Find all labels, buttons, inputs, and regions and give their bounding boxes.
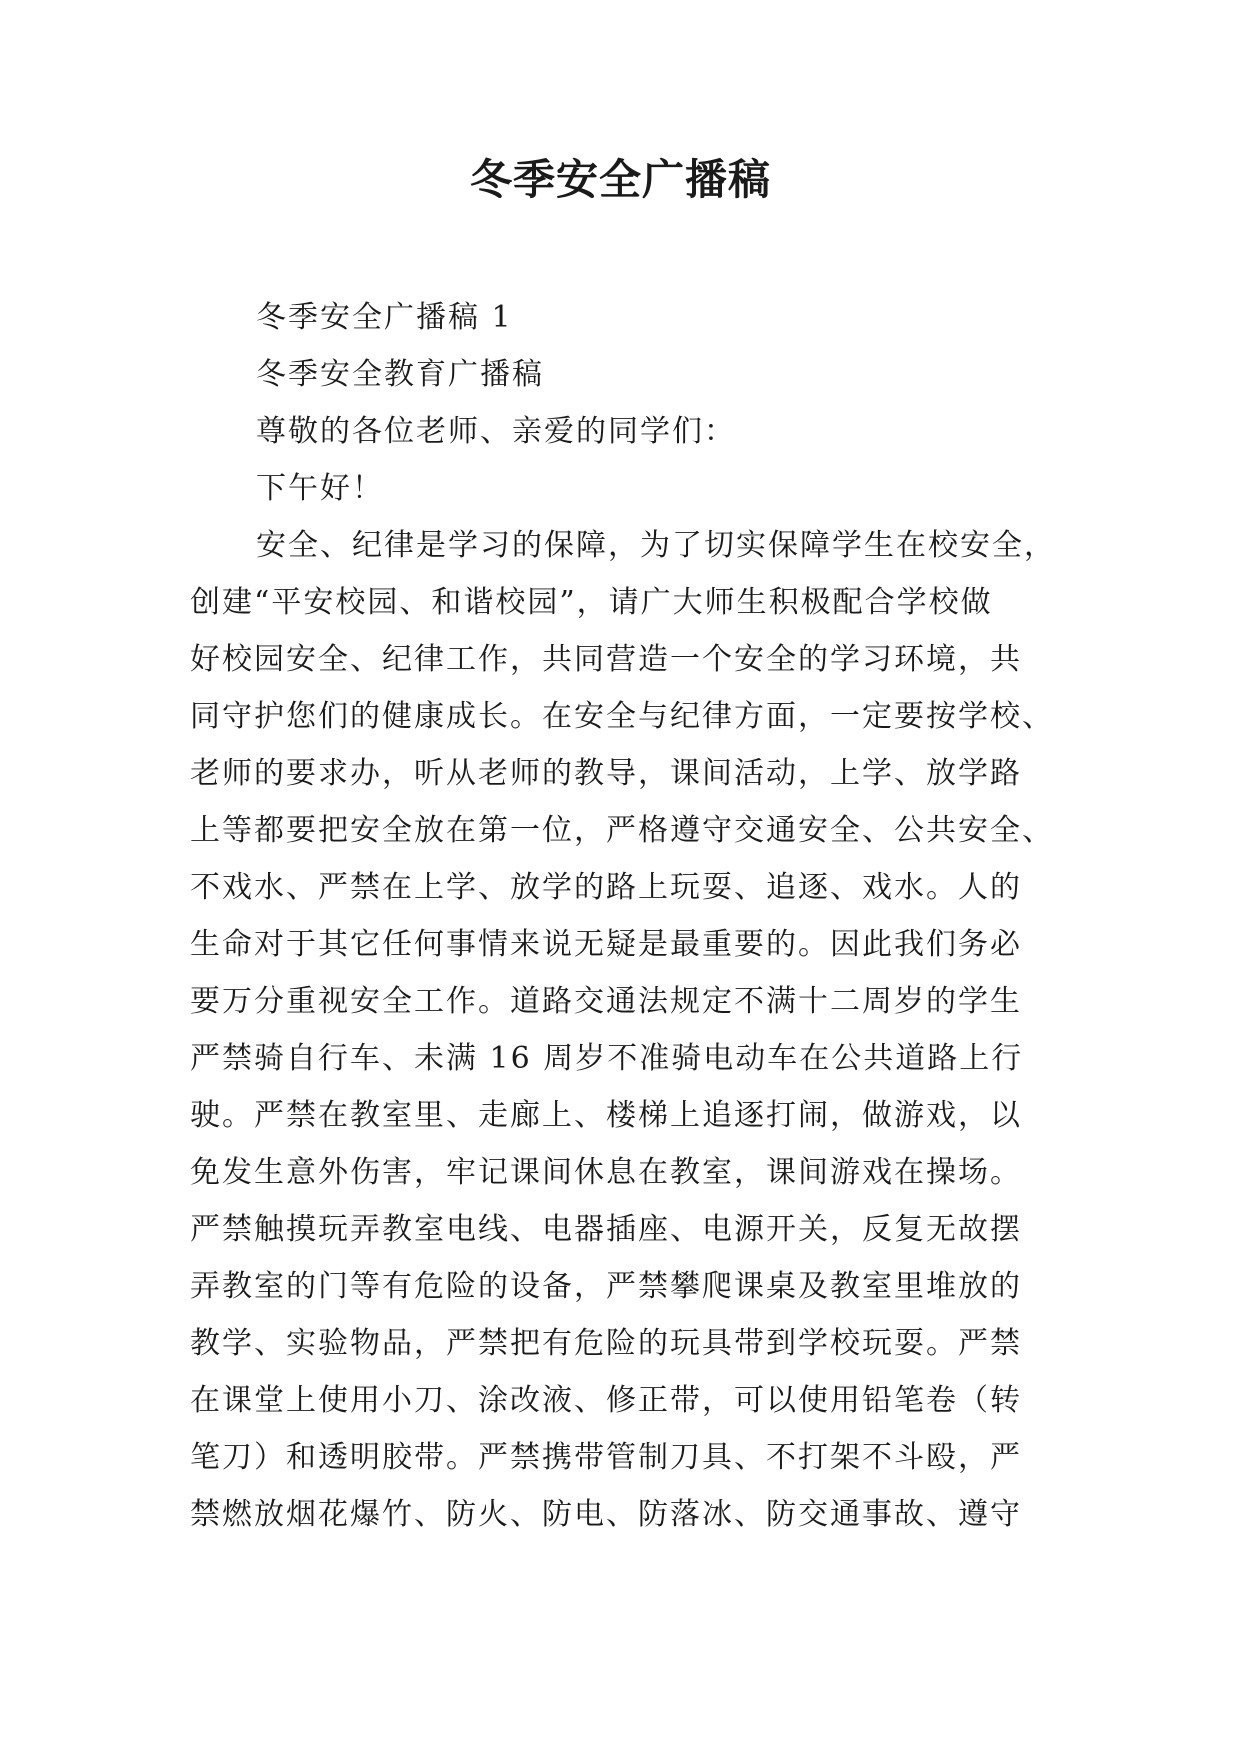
text-line: 不戏水、严禁在上学、放学的路上玩耍、追逐、戏水。人的 — [190, 870, 1022, 905]
text-line: 创建“平安校园、和谐校园”，请广大师生积极配合学校做 — [190, 585, 993, 620]
document-title: 冬季安全广播稿 — [469, 155, 771, 204]
document-body — [190, 289, 1070, 1543]
text-line: 弄教室的门等有危险的设备，严禁攀爬课桌及教室里堆放的 — [190, 1269, 1022, 1304]
text-line: 尊敬的各位老师、亲爱的同学们： — [256, 414, 736, 449]
text-line: 冬季安全教育广播稿 — [256, 357, 544, 392]
text-line: 同守护您们的健康成长。在安全与纪律方面，一定要按学校、 — [190, 699, 1054, 734]
text-line: 严禁骑自行车、未满 16 周岁不准骑电动车在公共道路上行 — [190, 1041, 1024, 1076]
text-line: 在课堂上使用小刀、涂改液、修正带，可以使用铅笔卷（转 — [190, 1383, 1022, 1418]
text-line: 教学、实验物品，严禁把有危险的玩具带到学校玩耍。严禁 — [190, 1326, 1022, 1361]
text-line: 要万分重视安全工作。道路交通法规定不满十二周岁的学生 — [190, 984, 1022, 1019]
text-line: 生命对于其它任何事情来说无疑是最重要的。因此我们务必 — [190, 927, 1022, 962]
text-line: 老师的要求办，听从老师的教导，课间活动，上学、放学路 — [190, 756, 1022, 791]
text-line: 下午好！ — [256, 471, 384, 506]
text-line: 笔刀）和透明胶带。严禁携带管制刀具、不打架不斗殴，严 — [190, 1440, 1022, 1475]
text-line: 安全、纪律是学习的保障，为了切实保障学生在校安全， — [256, 528, 1056, 563]
text-line: 免发生意外伤害，牢记课间休息在教室，课间游戏在操场。 — [190, 1155, 1022, 1190]
text-line: 禁燃放烟花爆竹、防火、防电、防落冰、防交通事故、遵守 — [190, 1497, 1022, 1532]
text-line: 上等都要把安全放在第一位，严格遵守交通安全、公共安全、 — [190, 813, 1054, 848]
text-line: 冬季安全广播稿 1 — [256, 300, 513, 335]
text-line: 好校园安全、纪律工作，共同营造一个安全的学习环境，共 — [190, 642, 1022, 677]
text-line: 严禁触摸玩弄教室电线、电器插座、电源开关，反复无故摆 — [190, 1212, 1022, 1247]
text-line: 驶。严禁在教室里、走廊上、楼梯上追逐打闹，做游戏，以 — [190, 1098, 1022, 1133]
